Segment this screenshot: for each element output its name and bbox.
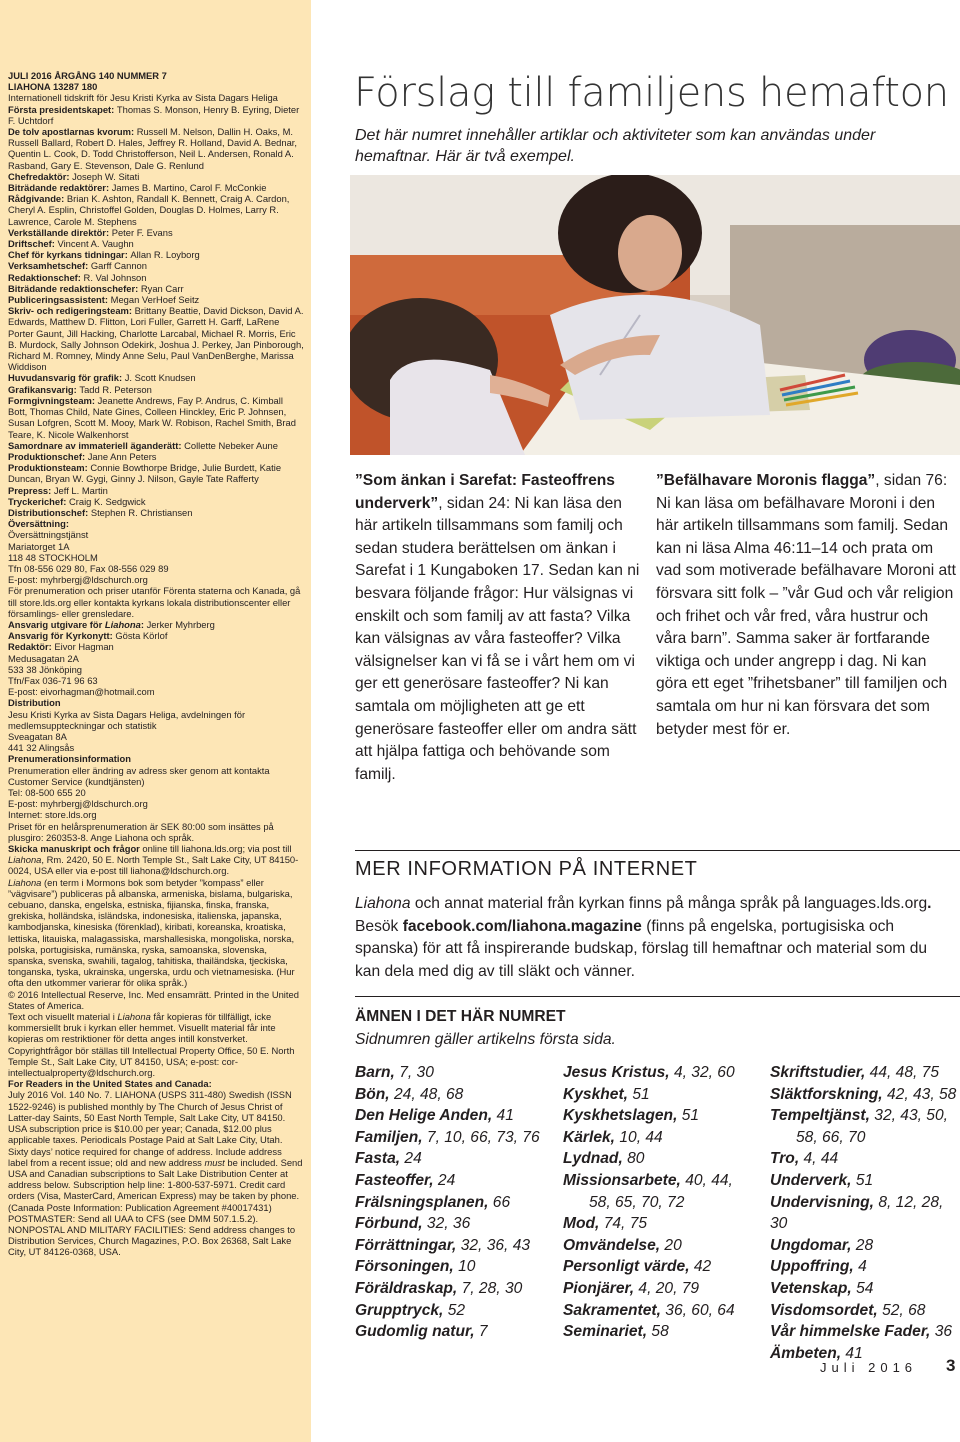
topic-term: Kärlek,	[563, 1128, 616, 1146]
masthead-label: Redaktör:	[8, 641, 55, 653]
topic-pages: 8, 12, 28, 30	[770, 1193, 944, 1233]
topic-term: Omvändelse,	[563, 1236, 661, 1254]
masthead-text-run: Connie Bowthorpe Bridge, Julie Burdett, Katie Duncan, Bryan W. Gygi, Ginny J. Nilson, Gayle Tate Rafferty	[8, 462, 282, 485]
topic-pages: 52	[443, 1301, 466, 1319]
internet-text-1: och annat material från kyrkan finns på många språk på languages.lds.org	[410, 895, 928, 912]
topic-entry	[770, 1062, 960, 1084]
masthead-paragraph	[8, 92, 304, 103]
article-2-text: , sidan 76: Ni kan läsa om befälhavare Moroni i den här artikeln tillsammans som familj. Sedan kan ni läsa Alma 46:11–14 och prata om vad som motiverade befälhavare Moroni att försvara sitt folk – ”vår Gud och vår religion och frihet och vår fred, våra hustrur och våra barn”. Samma saker är fortfarande viktiga och under angrepp i dag. Ni kan göra ett eget ”frihetsbaner” till familjen och samtala om hur ni kan försvara det som betyder mest för er.	[656, 472, 956, 738]
topic-pages: 4, 44	[799, 1150, 839, 1168]
masthead-text-run: Jerker Myhrberg	[146, 618, 215, 630]
masthead-label: JULI 2016 ÅRGÅNG 140 NUMMER 7	[8, 70, 167, 81]
masthead-paragraph	[8, 249, 304, 260]
masthead-paragraph	[8, 798, 304, 809]
masthead-paragraph	[8, 1078, 304, 1089]
masthead-text-run: Vincent A. Vaughn	[57, 238, 134, 250]
masthead-text-run: Prenumeration eller ändring av adress sker genom att kontakta Customer Service (kundtjänsten)	[8, 764, 270, 787]
topic-index-column-3	[770, 1062, 960, 1364]
masthead-text-run: Tel: 08-500 655 20	[8, 787, 86, 798]
masthead-paragraph	[8, 619, 304, 630]
masthead-paragraph	[8, 653, 304, 664]
masthead-text-run: 118 48 STOCKHOLM	[8, 551, 98, 563]
masthead-paragraph	[8, 305, 304, 372]
topic-pages: 58	[647, 1323, 669, 1341]
masthead-label: Publiceringsassistent:	[8, 294, 111, 306]
masthead-sidebar	[0, 0, 311, 1442]
masthead-text-run: Ryan Carr	[140, 282, 184, 294]
topic-entry	[355, 1192, 560, 1214]
masthead-paragraph	[8, 664, 304, 675]
topic-entry	[563, 1213, 768, 1235]
topic-pages: 32, 36	[422, 1215, 471, 1233]
topic-index-column-2	[563, 1062, 768, 1343]
masthead-label: Driftschef:	[8, 238, 58, 250]
topic-term: Barn,	[355, 1064, 395, 1081]
topic-entry	[770, 1127, 960, 1149]
masthead-text-run: Craig K. Sedgwick	[68, 495, 146, 507]
topic-term: Personligt värde,	[563, 1258, 690, 1276]
topic-entry	[563, 1321, 768, 1343]
masthead-paragraph	[8, 507, 304, 518]
topic-pages: 4, 32, 60	[669, 1064, 735, 1081]
section-divider	[355, 850, 960, 851]
article-photo	[350, 175, 960, 455]
masthead-label: Liahona	[8, 854, 42, 866]
topic-entry	[563, 1300, 768, 1322]
topic-entry	[770, 1278, 960, 1300]
topics-subheading: Sidnumren gäller artikelns första sida.	[355, 1031, 616, 1048]
topic-term: Bön,	[355, 1085, 390, 1103]
masthead-paragraph	[8, 70, 304, 81]
article-1-title: ”Som änkan i Sarefat: Fasteoffrens underverk”	[355, 472, 615, 512]
masthead-label: Prenumerationsinformation	[8, 753, 131, 765]
article-suggestion-2	[656, 470, 956, 741]
topic-term: Underverk,	[770, 1171, 852, 1189]
liahona-name: Liahona	[355, 895, 411, 912]
masthead-text-run: 441 32 Alingsås	[8, 742, 75, 754]
topic-pages: 51	[851, 1171, 874, 1189]
masthead-paragraph	[8, 462, 304, 484]
masthead-paragraph	[8, 742, 304, 753]
topic-entry	[770, 1235, 960, 1257]
masthead-text-run: Sveagatan 8A	[8, 730, 67, 742]
mother-child-drawing-photo	[350, 175, 960, 455]
masthead-paragraph	[8, 686, 304, 697]
masthead-label: Verkställande direktör:	[8, 226, 112, 238]
topic-pages: 80	[622, 1150, 645, 1168]
topic-pages: 74, 75	[599, 1215, 648, 1233]
footer-month: Juli 2016	[820, 1360, 918, 1375]
topic-pages: 7, 30	[394, 1064, 434, 1081]
topic-entry	[355, 1148, 560, 1170]
topic-entry	[770, 1170, 960, 1192]
topic-entry	[355, 1127, 560, 1149]
topic-term: Tempeltjänst,	[770, 1107, 870, 1125]
masthead-label: :	[140, 618, 147, 630]
article-2-title: ”Befälhavare Moronis flagga”	[656, 472, 876, 489]
masthead-text-run: Tadd R. Peterson	[79, 383, 152, 395]
section-divider	[355, 996, 960, 997]
topic-pages: 36, 60, 64	[660, 1301, 735, 1319]
topic-pages: 10	[453, 1258, 476, 1276]
masthead-label: Liahona	[104, 618, 141, 630]
masthead-paragraph	[8, 272, 304, 283]
masthead-text-run: Garff Cannon	[90, 260, 147, 272]
masthead-paragraph	[8, 171, 304, 182]
topic-pages: 58, 65, 70, 72	[589, 1193, 685, 1211]
topic-pages: 28	[851, 1236, 874, 1254]
masthead-paragraph	[8, 809, 304, 820]
internet-dot: .	[927, 895, 932, 912]
masthead-text	[8, 70, 304, 1258]
masthead-label: Skicka manuskript och frågor	[8, 843, 143, 855]
masthead-label: Chefredaktör:	[8, 170, 73, 182]
masthead-text-run: 533 38 Jönköping	[8, 663, 83, 675]
masthead-paragraph	[8, 1011, 304, 1078]
masthead-text-run: Översättningstjänst	[8, 529, 89, 541]
topic-term: Visdomsordet,	[770, 1301, 878, 1319]
masthead-label: Samordnare av immateriell äganderätt:	[8, 439, 185, 451]
topic-pages: 42	[689, 1258, 712, 1276]
masthead-text-run: Allan R. Loyborg	[130, 249, 200, 261]
masthead-text-run: får kopieras för tillfälligt, icke kommersiellt bruk i kyrkan eller hemmet. Visuellt material får inte kopieras om restriktioner för detta anges intill konstverket. Copyrightfrågor bör ställas till Intellectual Property Office, 50 E. North Temple St., Salt Lake City, UT 84150, USA; e-post: cor-intellectualproperty@ldschurch.org.	[8, 1011, 295, 1079]
masthead-label: Produktionsteam:	[8, 462, 91, 474]
topic-term: Frälsningsplanen,	[355, 1193, 489, 1211]
topic-pages: 42, 43, 58	[882, 1085, 957, 1103]
masthead-text-run: Joseph W. Sitati	[72, 170, 140, 182]
masthead-paragraph	[8, 238, 304, 249]
topic-term: Pionjärer,	[563, 1279, 635, 1297]
topic-pages: 10, 44	[615, 1128, 663, 1146]
masthead-paragraph	[8, 496, 304, 507]
topic-entry	[770, 1192, 960, 1235]
masthead-label: Chef för kyrkans tidningar:	[8, 249, 131, 261]
masthead-text-run: R. Val Johnson	[83, 271, 147, 283]
masthead-paragraph	[8, 821, 304, 843]
masthead-text-run: Priset för en helårsprenumeration är SEK 80:00 som insättes på plusgiro: 260353-8. Ange Liahona och språk.	[8, 820, 274, 843]
masthead-paragraph	[8, 440, 304, 451]
topic-term: Gudomlig natur,	[355, 1323, 475, 1341]
masthead-paragraph	[8, 1213, 304, 1258]
topic-term: Försoningen,	[355, 1258, 454, 1276]
topic-pages: 24	[400, 1150, 422, 1168]
masthead-paragraph	[8, 518, 304, 529]
topic-term: Tro,	[770, 1150, 800, 1168]
topic-entry	[563, 1235, 768, 1257]
masthead-text-run: För prenumeration och priser utanför Förenta staterna och Kanada, gå till store.lds.org eller kontakta kyrkans lokala distributionscenter eller församlings- eller grensledare.	[8, 585, 301, 619]
topic-term: Undervisning,	[770, 1193, 874, 1211]
topic-pages: 36	[930, 1323, 953, 1341]
internet-heading: MER INFORMATION PÅ INTERNET	[355, 858, 698, 880]
topic-pages: 32, 43, 50,	[869, 1107, 948, 1125]
masthead-paragraph	[8, 485, 304, 496]
masthead-paragraph	[8, 126, 304, 171]
topic-term: Den Helige Anden,	[355, 1107, 493, 1125]
masthead-paragraph	[8, 294, 304, 305]
masthead-label: For Readers in the United States and Canada:	[8, 1078, 212, 1090]
masthead-paragraph	[8, 104, 304, 126]
masthead-label: Formgivningsteam:	[8, 394, 98, 406]
masthead-paragraph	[8, 630, 304, 641]
masthead-label: LIAHONA 13287 180	[8, 81, 98, 93]
topic-term: Lydnad,	[563, 1150, 623, 1168]
page-number: 3	[946, 1356, 956, 1375]
masthead-paragraph	[8, 283, 304, 294]
masthead-paragraph	[8, 529, 304, 540]
topic-pages: 44, 48, 75	[865, 1064, 940, 1081]
topic-term: Vår himmelske Fader,	[770, 1323, 931, 1341]
page-title: Förslag till familjens hemafton	[354, 70, 949, 116]
masthead-label: Huvudansvarig för grafik:	[8, 372, 125, 384]
article-suggestion-1	[355, 470, 645, 786]
topic-entry	[563, 1256, 768, 1278]
masthead-paragraph	[8, 765, 304, 787]
masthead-label: Produktionschef:	[8, 450, 88, 462]
topic-term: Kyskhet,	[563, 1085, 629, 1103]
topic-entry	[355, 1321, 560, 1343]
masthead-text-run: Internet: store.lds.org	[8, 809, 97, 821]
masthead-paragraph	[8, 541, 304, 552]
masthead-label: Distribution	[8, 697, 61, 709]
topic-term: Föräldraskap,	[355, 1279, 458, 1297]
masthead-text-run: Jesu Kristi Kyrka av Sista Dagars Heliga, avdelningen för medlemsuppteckningar och statistik	[8, 708, 246, 731]
facebook-link[interactable]: facebook.com/liahona.magazine	[402, 917, 642, 935]
topic-entry	[770, 1084, 960, 1106]
masthead-text-run: Eivor Hagman	[54, 641, 114, 653]
topic-entry	[355, 1300, 560, 1322]
topic-entry	[355, 1256, 560, 1278]
topic-term: Seminariet,	[563, 1323, 648, 1341]
topic-term: Familjen,	[355, 1128, 423, 1146]
topic-pages: 7, 10, 66, 73, 76	[422, 1128, 540, 1146]
topic-term: Vetenskap,	[770, 1279, 852, 1297]
masthead-text-run: Thomas S. Monson, Henry B. Eyring, Dieter F. Uchtdorf	[8, 103, 300, 126]
topic-pages: 24, 48, 68	[389, 1085, 464, 1103]
masthead-text-run: E-post: myhrbergj@ldschurch.org	[8, 798, 148, 810]
topic-term: Grupptryck,	[355, 1301, 444, 1319]
masthead-text-run: online till liahona.lds.org; via post till	[142, 843, 292, 855]
topic-pages: 66	[488, 1193, 511, 1211]
masthead-paragraph	[8, 193, 304, 227]
topic-pages: 51	[628, 1085, 650, 1103]
masthead-label: Första presidentskapet:	[8, 103, 117, 115]
topic-term: Sakramentet,	[563, 1301, 661, 1319]
topic-entry	[563, 1062, 768, 1084]
topic-pages: 41	[492, 1107, 514, 1125]
topic-term: Fasteoffer,	[355, 1171, 434, 1189]
topic-entry	[355, 1235, 560, 1257]
topic-term: Förbund,	[355, 1215, 423, 1233]
topic-pages: 7, 28, 30	[457, 1279, 523, 1297]
topic-pages: 4, 20, 79	[634, 1279, 700, 1297]
masthead-paragraph	[8, 877, 304, 989]
topic-pages: 54	[851, 1279, 874, 1297]
topic-entry	[355, 1062, 560, 1084]
masthead-paragraph	[8, 81, 304, 92]
masthead-label: Tryckerichef:	[8, 495, 69, 507]
masthead-label: Biträdande redaktionschefer:	[8, 282, 141, 294]
topic-term: Förrättningar,	[355, 1236, 457, 1254]
topic-entry	[770, 1148, 960, 1170]
masthead-label: Redaktionschef:	[8, 271, 84, 283]
masthead-text-run: Brittany Beattie, David Dickson, David A. Edwards, Matthew D. Flitton, Lori Fuller, Garrett H. Garff, LaRene Porter Gaunt, Jill Hacking, Charlotte Larcabal, Michael R. Morris, Eric B. Murdock, Sally Johnson Odekirk, Joshua J. Perkey, Jan Pinborough, Richard M. Romney, Mindy Anne Selu, Paul VanDenBerghe, Marissa Widdison	[8, 305, 304, 373]
masthead-label: Prepress:	[8, 484, 54, 496]
masthead-paragraph	[8, 227, 304, 238]
masthead-text-run: Internationell tidskrift för Jesu Kristi Kyrka av Sista Dagars Heliga	[8, 92, 278, 104]
masthead-text-run: E-post: eivorhagman@hotmail.com	[8, 686, 155, 698]
masthead-text-run: Tfn 08-556 029 80, Fax 08-556 029 89	[8, 562, 169, 574]
masthead-paragraph	[8, 574, 304, 585]
internet-text	[355, 893, 955, 983]
topic-pages: 58, 66, 70	[796, 1128, 866, 1146]
masthead-text-run: POSTMASTER: Send all UAA to CFS (see DMM 507.1.5.2). NONPOSTAL AND MILITARY FACILITIES: Send address changes to Distribution Services, Church Magazines, P.O. Box 26368, Salt Lake City, UT 84126-0368, USA.	[8, 1212, 296, 1258]
masthead-paragraph	[8, 675, 304, 686]
masthead-text-run: Megan VerHoef Seitz	[110, 294, 200, 306]
masthead-paragraph	[8, 697, 304, 708]
masthead-text-run: , Rm. 2420, 50 E. North Temple St., Salt Lake City, UT 84150-0024, USA eller via e-post till liahona@ldschurch.org.	[8, 854, 299, 877]
topics-heading: ÄMNEN I DET HÄR NUMRET	[355, 1008, 566, 1025]
topic-entry	[563, 1278, 768, 1300]
masthead-label: Grafikansvarig:	[8, 383, 80, 395]
topic-pages: 7	[474, 1323, 488, 1341]
topic-pages: 32, 36, 43	[456, 1236, 531, 1254]
masthead-text-run: Gösta Körlof	[115, 630, 168, 642]
masthead-text-run: Jeff L. Martin	[53, 484, 108, 496]
masthead-text-run: Medusagatan 2A	[8, 652, 79, 664]
masthead-label: Skriv- och redigeringsteam:	[8, 305, 135, 317]
masthead-label: Liahona	[8, 876, 42, 888]
topic-term: Fasta,	[355, 1150, 401, 1168]
masthead-text-run: Mariatorget 1A	[8, 540, 70, 552]
topic-pages: 20	[660, 1236, 682, 1254]
masthead-text-run: Tfn/Fax 036-71 96 63	[8, 674, 98, 686]
topic-pages: 51	[677, 1107, 700, 1125]
masthead-paragraph	[8, 843, 304, 877]
masthead-label: Biträdande redaktörer:	[8, 182, 112, 194]
topic-entry	[770, 1300, 960, 1322]
masthead-paragraph	[8, 451, 304, 462]
topic-entry	[355, 1213, 560, 1235]
topic-term: Mod,	[563, 1215, 600, 1233]
topic-entry	[563, 1127, 768, 1149]
topic-entry	[355, 1105, 560, 1127]
topic-term: Missionsarbete,	[563, 1171, 681, 1189]
topic-term: Jesus Kristus,	[563, 1064, 670, 1081]
masthead-text-run: Text och visuellt material i	[8, 1011, 118, 1023]
topic-entry	[355, 1170, 560, 1192]
internet-text-2: Besök	[355, 917, 403, 935]
topic-entry	[770, 1321, 960, 1343]
masthead-label: Distributionschef:	[8, 506, 91, 518]
topic-term: Ungdomar,	[770, 1236, 852, 1254]
masthead-paragraph	[8, 372, 304, 383]
masthead-label: Ansvarig utgivare för	[8, 618, 105, 630]
topic-term: Uppoffring,	[770, 1258, 854, 1276]
masthead-text-run: Russell M. Nelson, Dallin H. Oaks, M. Russell Ballard, Robert D. Hales, Jeffrey R. Holland, David A. Bednar, Quentin L. Cook, D. Todd Christofferson, Neil L. Andersen, Ronald A. Rasband, Gary E. Stevenson, Dale G. Renlund	[8, 126, 298, 171]
masthead-text-run: © 2016 Intellectual Reserve, Inc. Med ensamrätt. Printed in the United States of America.	[8, 988, 299, 1011]
topic-pages: 40, 44,	[680, 1171, 733, 1189]
masthead-paragraph	[8, 563, 304, 574]
masthead-label: Liahona	[117, 1011, 151, 1023]
masthead-text-run: J. Scott Knudsen	[124, 372, 196, 384]
masthead-text-run: Collette Nebeker Aune	[184, 439, 278, 451]
topic-pages: 52, 68	[877, 1301, 926, 1319]
masthead-label: Rådgivande:	[8, 193, 67, 205]
masthead-paragraph	[8, 787, 304, 798]
masthead-paragraph	[8, 709, 304, 731]
masthead-paragraph	[8, 731, 304, 742]
masthead-text-run: be included. Send USA and Canadian subscriptions to Salt Lake Distribution Center at address below. Subscription help line: 1-800-537-5971. Credit card orders (Visa, MasterCard, American Express) may be taken by phone. (Canada Poste Information: Publication Agreement #40017431)	[8, 1156, 303, 1213]
topic-entry	[770, 1256, 960, 1278]
topic-entry	[770, 1105, 960, 1127]
topic-term: Ämbeten,	[770, 1344, 842, 1362]
masthead-paragraph	[8, 585, 304, 619]
masthead-paragraph	[8, 989, 304, 1011]
topic-entry	[563, 1084, 768, 1106]
topic-index-column-1	[355, 1062, 560, 1343]
masthead-paragraph	[8, 552, 304, 563]
masthead-text-run: July 2016 Vol. 140 No. 7. LIAHONA (USPS 311-480) Swedish (ISSN 1522-9246) is published monthly by The Church of Jesus Christ of Latter-day Saints, 50 East North Temple, Salt Lake City, UT 84150. USA subscription price is $10.00 per year; Canada, $12.00 plus applicable taxes. Periodicals Postage Paid at Salt Lake City, Utah. Sixty days’ notice required for change of address. Include address label from a recent issue; old and new address	[8, 1089, 292, 1168]
masthead-paragraph	[8, 395, 304, 440]
masthead-text-run: Jane Ann Peters	[87, 450, 157, 462]
topic-entry	[355, 1084, 560, 1106]
masthead-paragraph	[8, 641, 304, 652]
topic-term: Skriftstudier,	[770, 1064, 866, 1081]
intro-text: Det här numret innehåller artiklar och aktiviteter som kan användas under hemaftnar. Här är två exempel.	[355, 127, 876, 165]
article-1-text: , sidan 24: Ni kan läsa den här artikeln tillsammans som familj och sedan studera berättelsen om änkan i Sarefat i 1 Kungaboken 17. Sedan kan ni besvara följande frågor: Hur välsignas vi enskilt och som familj av att fasta? Vilka kan välsignas av våra fasteoffer? Vilka välsignelser kan vi få se i vårt hem om vi ger ett generösare fasteoffer? Ni kan samtala om möjligheten att ge ett generösare fasteoffer eller om andra sätt att hjälpa fattiga och behövande som familj.	[355, 494, 640, 783]
masthead-text-run: James B. Martino, Carol F. McConkie	[111, 182, 267, 194]
topic-term: Släktforskning,	[770, 1085, 883, 1103]
masthead-paragraph	[8, 182, 304, 193]
masthead-paragraph	[8, 1089, 304, 1212]
masthead-label: Verksamhetschef:	[8, 260, 91, 272]
masthead-text-run: Stephen R. Christiansen	[90, 506, 193, 518]
masthead-paragraph	[8, 384, 304, 395]
topic-pages: 4	[853, 1258, 867, 1276]
masthead-text-run: E-post: myhrbergj@ldschurch.org	[8, 574, 148, 586]
masthead-text-run: (en term i Mormons bok som betyder ”kompass” eller ”vägvisare”) publiceras på albanska, armeniska, bislama, bulgariska, cebuano, danska, engelska, estniska, fijianska, finska, franska, grekiska, holländska, isländska, indonesiska, italienska, japanska, kambodjanska, kinesiska (förenklad), kiribati, koreanska, kroatiska, lettiska, litauiska, malagassiska, marshallesiska, mongoliska, norska, polska, portugisiska, rumänska, ryska, samoanska, slovenska, spanska, svenska, swahili, tagalog, tahitiska, thailändska, tjeckiska, tonganska, tyska, ukrainska, ungerska, urdu och vietnamesiska. (Hur ofta den utkommer varierar för olika språk.)	[8, 876, 295, 989]
masthead-text-run: Brian K. Ashton, Randall K. Bennett, Craig A. Cardon, Cheryl A. Esplin, Christoffel Golden, Douglas D. Holmes, Larry R. Lawrence, Carole M. Stephens	[8, 193, 290, 227]
topic-entry	[563, 1170, 768, 1192]
topic-entry	[355, 1278, 560, 1300]
topic-pages: 41	[841, 1344, 863, 1362]
masthead-paragraph	[8, 260, 304, 271]
topic-entry	[563, 1148, 768, 1170]
topic-entry	[563, 1105, 768, 1127]
masthead-label: must	[204, 1156, 225, 1168]
topic-pages: 24	[433, 1171, 456, 1189]
topic-term: Kyskhetslagen,	[563, 1107, 678, 1125]
masthead-label: De tolv apostlarnas kvorum:	[8, 126, 137, 138]
masthead-text-run: Peter F. Evans	[111, 226, 173, 238]
masthead-paragraph	[8, 753, 304, 764]
internet-text-3: (finns på engelska, portugisiska och spanska) för att få inspirerande budskap, förslag till hemaftnar och material som du kan dela med dig av till släkt och vänner.	[355, 917, 928, 980]
masthead-label: Ansvarig för Kyrkonytt:	[8, 630, 116, 642]
masthead-text-run: Jeanette Andrews, Fay P. Andrus, C. Kimball Bott, Thomas Child, Nate Gines, Colleen Hinckley, Eric P. Johnsen, Susan Lofgren, Scott M. Mooy, Mark W. Robison, Rachel Smith, Brad Teare, K. Nicole Walkenhorst	[8, 394, 296, 440]
masthead-label: Översättning:	[8, 518, 69, 530]
topic-entry	[563, 1192, 768, 1214]
